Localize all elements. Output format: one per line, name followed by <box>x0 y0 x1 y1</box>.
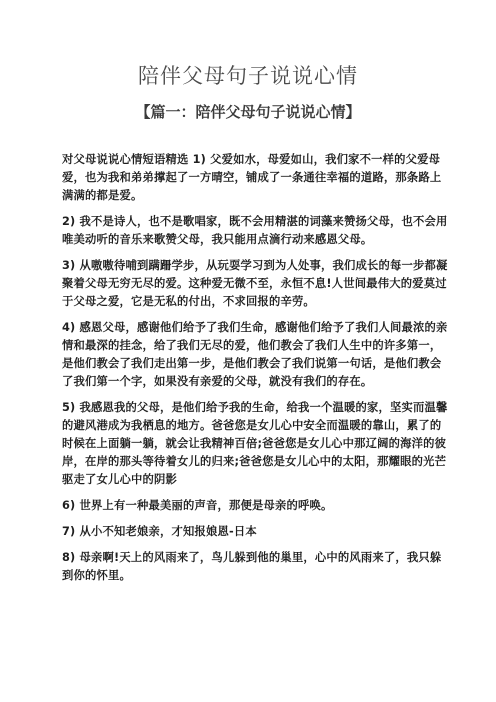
document-body <box>62 151 450 593</box>
paragraph-8: 8) 母亲啊!天上的风雨来了，鸟儿躲到他的巢里，心中的风雨来了，我只躲到你的怀里。 <box>62 551 442 582</box>
paragraph-4: 4) 感恩父母，感谢他们给予了我们生命，感谢他们给予了我们人间最浓的亲情和最深的挂念，给了我们无尽的爱，他们教会了我们人生中的许多第一，是他们教会了我们走出第一步，是他们教会了我们说第一句话，是他们教会了我们第一个字，如果没有亲爱的父母，就没有我们的存在。 <box>62 321 448 388</box>
section-subtitle: 【篇一：陪伴父母句子说说心情】 <box>135 103 361 121</box>
paragraph-1: 对父母说说心情短语精选 1) 父爱如水，母爱如山，我们家不一样的父爱母爱，也为我和弟弟撑起了一方晴空，铺成了一条通往幸福的道路，那条路上满满的都是爱。 <box>62 153 442 202</box>
paragraph-2: 2) 我不是诗人，也不是歌唱家，既不会用精湛的词藻来赞扬父母，也不会用唯美动听的音乐来歌赞父母，我只能用点滴行动来感恩父母。 <box>62 215 448 246</box>
paragraph-7: 7) 从小不知老娘亲，才知报娘恩-日本 <box>62 525 257 538</box>
page-title: 陪伴父母句子说说心情 <box>138 64 358 88</box>
paragraph-6: 6) 世界上有一种最美丽的声音，那便是母亲的呼唤。 <box>62 499 333 512</box>
paragraph-3: 3) 从嗷嗷待哺到蹒跚学步，从玩耍学习到为人处事，我们成长的每一步都凝聚着父母无穷无尽的爱。这种爱无微不至，永恒不息!人世间最伟大的爱莫过于父母之爱，它是无私的付出，不求回报的辛劳。 <box>62 259 448 308</box>
paragraph-5: 5) 我感恩我的父母，是他们给予我的生命，给我一个温暖的家，坚实而温馨的避风港成为我栖息的地方。爸爸您是女儿心中安全而温暖的靠山，累了的时候在上面躺一躺，就会让我精神百倍;爸爸您是女儿心中那辽阔的海洋的彼岸，在岸的那头等待着女儿的归来;爸爸您是女儿心中的太阳，那耀眼的光芒驱走了女儿心中的阴影 <box>62 401 448 486</box>
